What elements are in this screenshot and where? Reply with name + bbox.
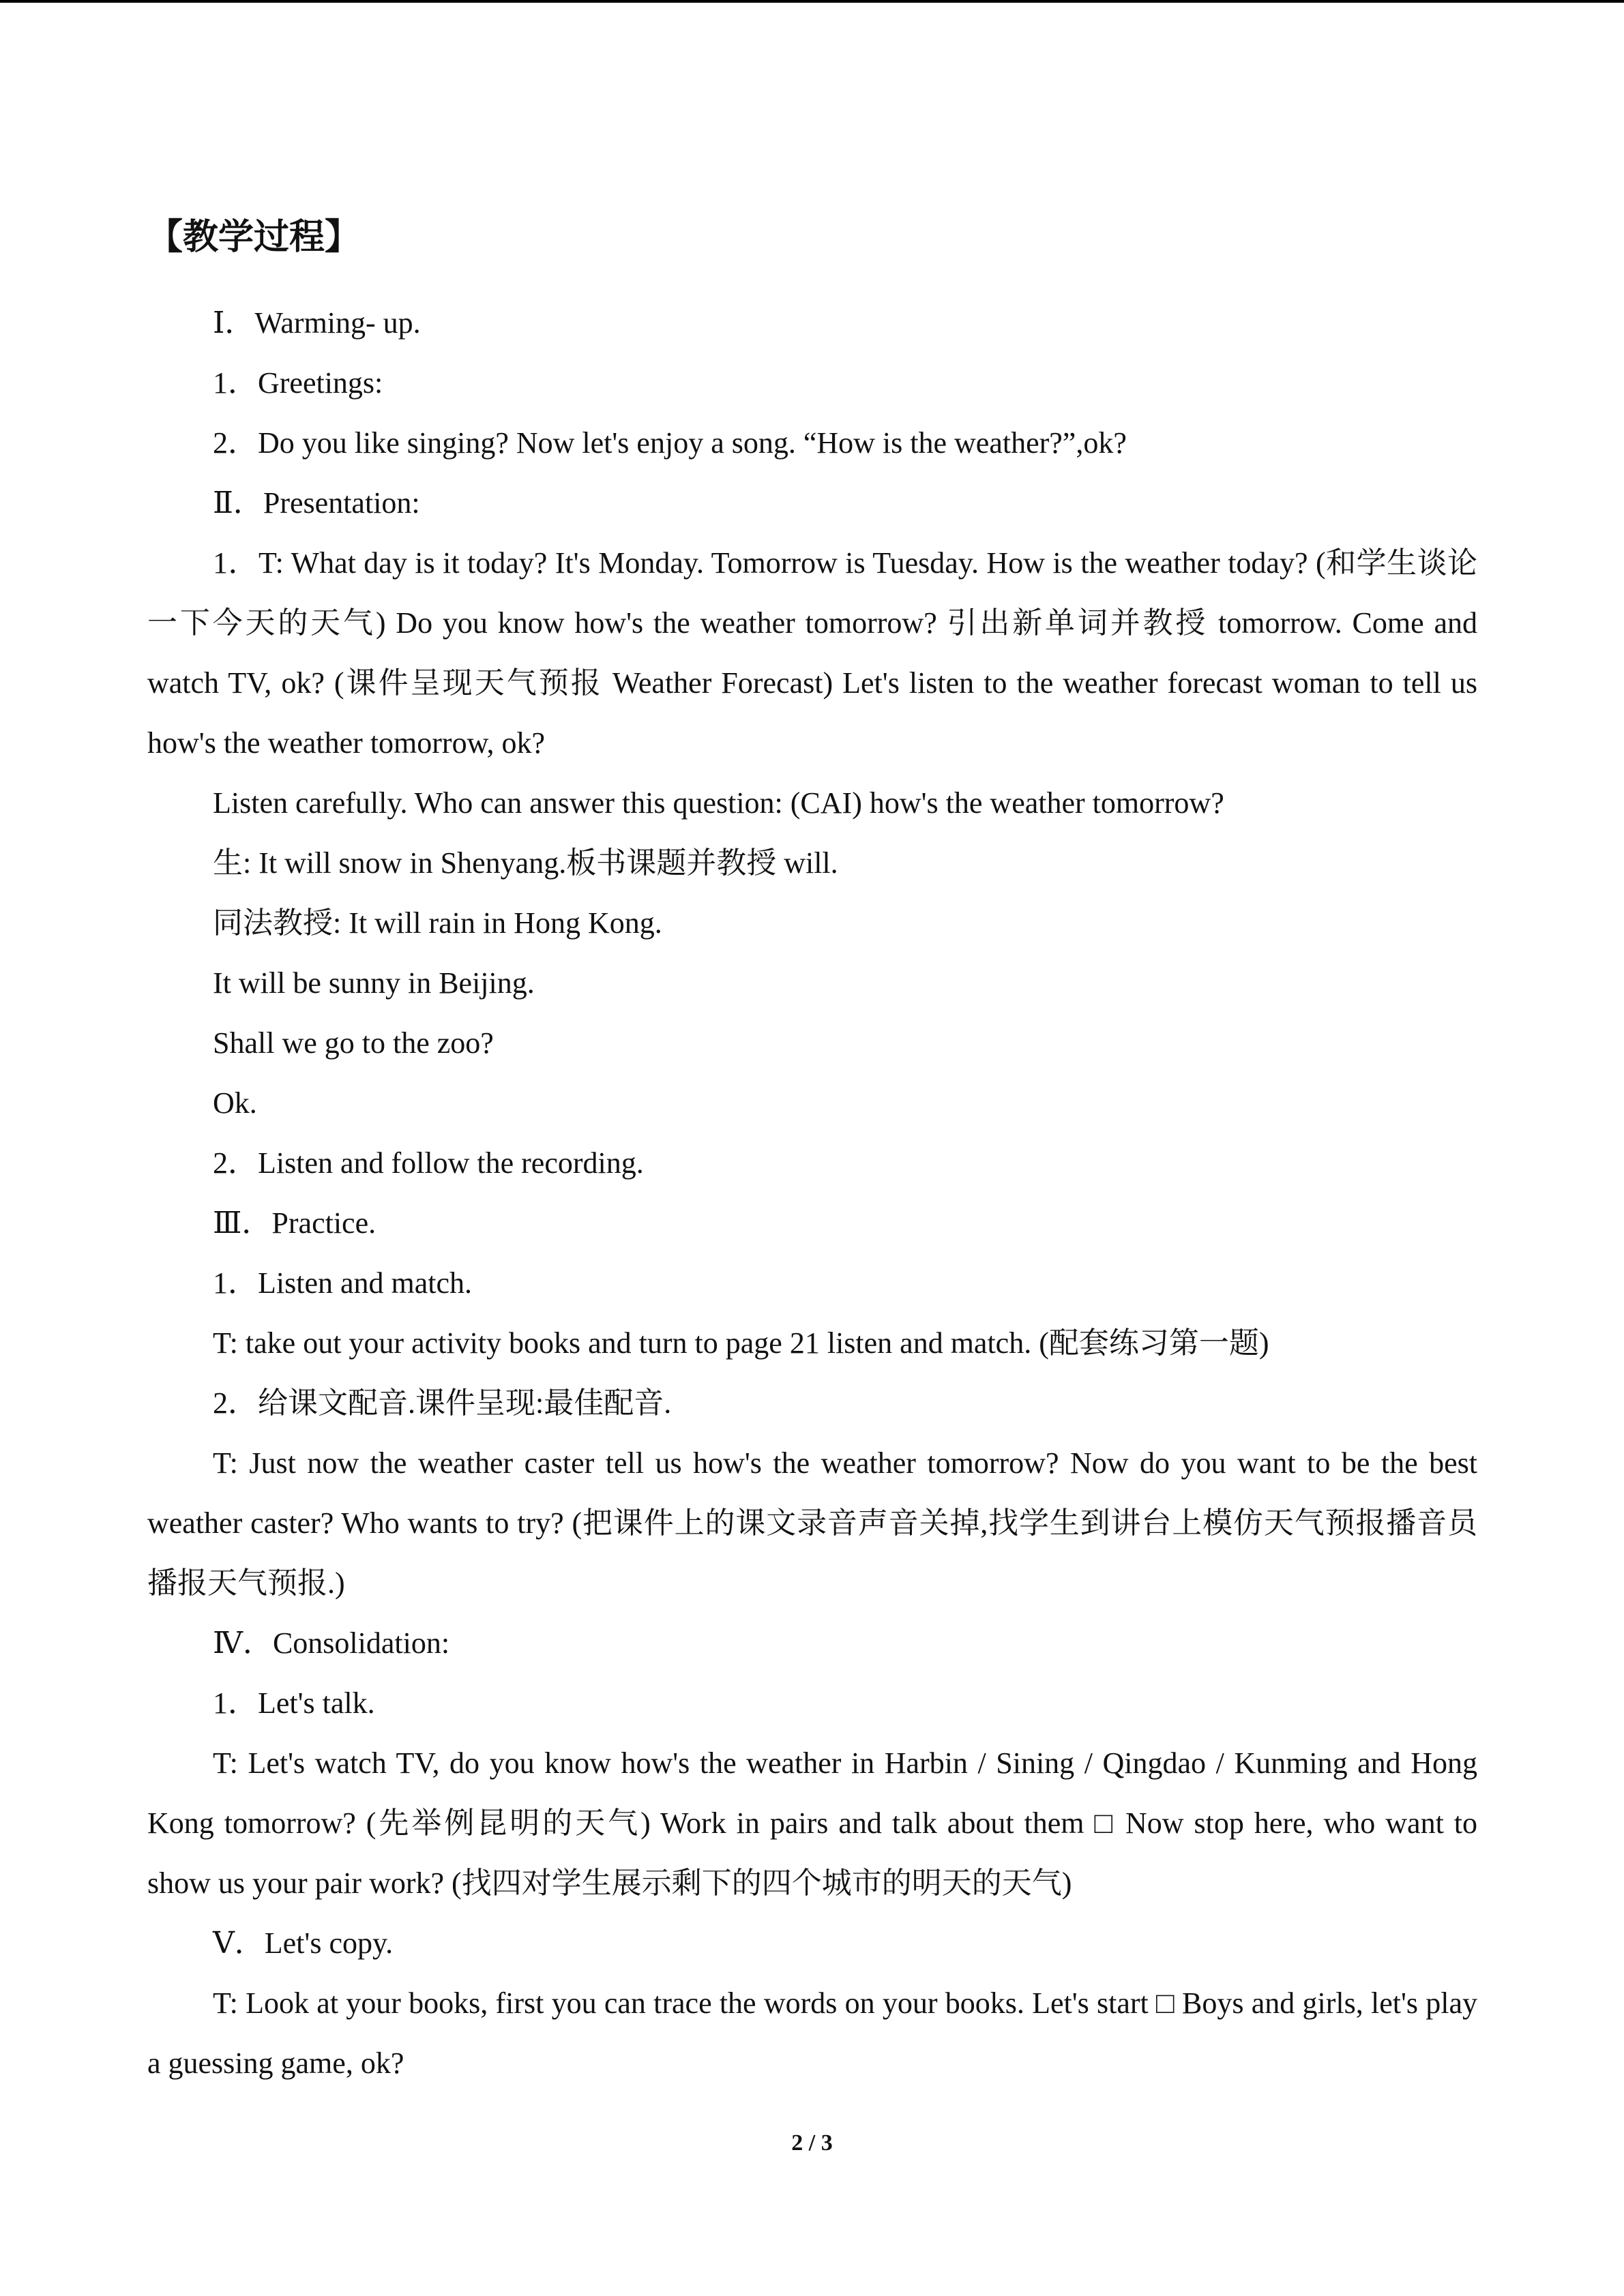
paragraph-weather-caster: T: Just now the weather caster tell us how's the weather tomorrow? Now do you want to be the best weather caster? Who wants to try? (把课件上的课文录音声音关掉,找学生到讲台上模仿天气预报播音员播报天气预报.) bbox=[147, 1446, 1477, 1600]
paragraph-listen-match: 1．Listen and match. bbox=[213, 1266, 473, 1300]
paragraph-lets-copy: Ⅴ．Let's copy. bbox=[213, 1926, 394, 1960]
paragraph-presentation: Ⅱ．Presentation: bbox=[213, 486, 420, 520]
paragraph-practice: Ⅲ．Practice. bbox=[213, 1206, 377, 1240]
paragraph-activity-books: T: take out your activity books and turn to page 21 listen and match. (配套练习第一题) bbox=[213, 1326, 1269, 1360]
paragraph-warming-up: Ⅰ．Warming- up. bbox=[213, 306, 421, 340]
paragraph-dubbing: 2．给课文配音.课件呈现:最佳配音. bbox=[213, 1386, 672, 1420]
document-body bbox=[147, 293, 1477, 2093]
paragraph-snow-shenyang: 生: It will snow in Shenyang.板书课题并教授 will. bbox=[213, 846, 838, 880]
paragraph-consolidation: Ⅳ．Consolidation: bbox=[213, 1626, 450, 1660]
paragraph-sunny-beijing: It will be sunny in Beijing. bbox=[213, 966, 535, 1000]
paragraph-ok: Ok. bbox=[213, 1086, 257, 1120]
paragraph-greetings: 1．Greetings: bbox=[213, 366, 383, 400]
section-heading: 【教学过程】 bbox=[147, 217, 361, 258]
top-border bbox=[0, 0, 1624, 3]
paragraph-song: 2．Do you like singing? Now let's enjoy a song. “How is the weather?”,ok? bbox=[213, 426, 1127, 460]
page-number: 2 / 3 bbox=[791, 2130, 833, 2156]
paragraph-lets-talk: 1．Let's talk. bbox=[213, 1686, 375, 1720]
paragraph-listen-carefully: Listen carefully. Who can answer this question: (CAI) how's the weather tomorrow? bbox=[213, 786, 1224, 820]
paragraph-presentation-step-1: 1．T: What day is it today? It's Monday. Tomorrow is Tuesday. How is the weather today? (和学生谈论一下今天的天气) Do you know how's the weather tomorrow? 引出新单词并教授 tomorrow. Come and watch TV, ok? (课件呈现天气预报 Weather Forecast) Let's listen to the weather forecast woman to tell us how's the weather tomorrow, ok? bbox=[147, 546, 1477, 760]
paragraph-follow-recording: 2．Listen and follow the recording. bbox=[213, 1146, 644, 1180]
paragraph-go-zoo: Shall we go to the zoo? bbox=[213, 1026, 494, 1060]
paragraph-watch-tv: T: Let's watch TV, do you know how's the weather in Harbin / Sining / Qingdao / Kunming and Hong Kong tomorrow? (先举例昆明的天气) Work in pairs and talk about them □ Now stop here, who want to show us your pair work? (找四对学生展示剩下的四个城市的明天的天气) bbox=[147, 1746, 1477, 1900]
paragraph-trace-words: T: Look at your books, first you can trace the words on your books. Let's start □ Boys and girls, let's play a guessing game, ok? bbox=[147, 1986, 1477, 2080]
paragraph-rain-hongkong: 同法教授: It will rain in Hong Kong. bbox=[213, 906, 662, 940]
